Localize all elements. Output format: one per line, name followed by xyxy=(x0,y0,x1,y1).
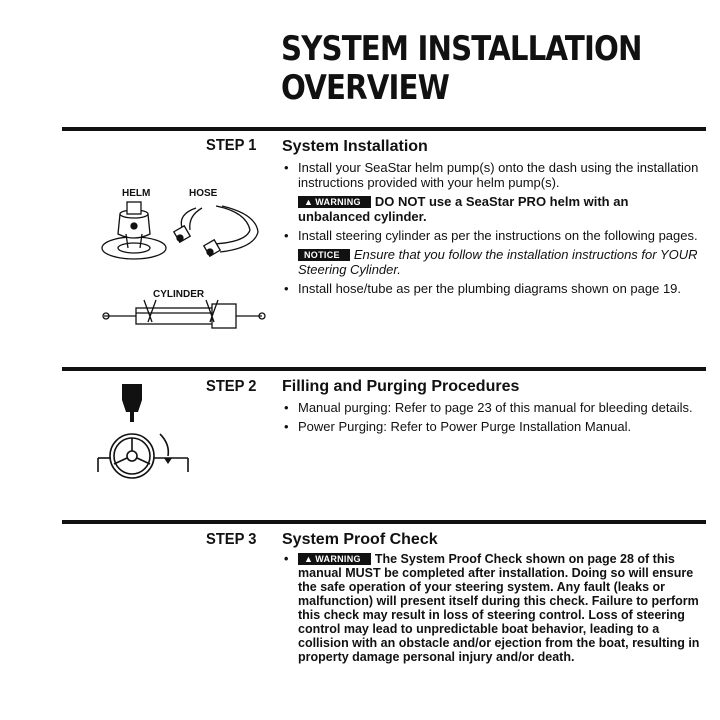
step-3-body xyxy=(282,552,700,668)
step-1-notice xyxy=(282,247,700,277)
bullet-icon: • xyxy=(284,228,289,243)
page-title-line-1: SYSTEM INSTALLATION xyxy=(281,29,642,69)
step-2-illustration xyxy=(92,378,202,488)
helm-label: HELM xyxy=(122,188,151,199)
hose-icon xyxy=(174,206,258,256)
bullet-icon: • xyxy=(284,419,289,434)
helm-icon xyxy=(102,202,166,259)
list-item xyxy=(282,160,700,190)
step-2-label: STEP 2 xyxy=(206,378,257,395)
bullet-icon: • xyxy=(284,400,289,415)
step-1-body xyxy=(282,160,700,300)
step-1-illustration xyxy=(96,186,276,336)
step-1-title: System Installation xyxy=(282,138,428,155)
rotation-arrow-icon xyxy=(164,458,172,464)
step-1-notice-text: Ensure that you follow the installation instructions for YOUR Steering Cylinder. xyxy=(298,247,698,277)
step-2-bullet-2-text: Power Purging: Refer to Power Purge Installation Manual. xyxy=(298,419,632,434)
warning-triangle-icon: ▲ xyxy=(304,554,314,564)
cylinder-label: CYLINDER xyxy=(153,289,205,300)
step-1-warning-text: DO NOT use a SeaStar PRO helm with an unbalanced cylinder. xyxy=(298,194,629,224)
step-2-body xyxy=(282,400,700,438)
helm-hose-cylinder-illustration xyxy=(96,186,276,336)
warning-badge-label: WARNING xyxy=(315,197,361,207)
oil-bottle-icon xyxy=(122,384,142,422)
step-2-bullet-1-text: Manual purging: Refer to page 23 of this manual for bleeding details. xyxy=(298,400,693,415)
step-3-title: System Proof Check xyxy=(282,531,438,548)
step-2-title: Filling and Purging Procedures xyxy=(282,378,520,395)
step-1-bullet-3-text: Install hose/tube as per the plumbing diagrams shown on page 19. xyxy=(298,281,682,296)
step-1-bullet-1-text: Install your SeaStar helm pump(s) onto the dash using the installation instructions provided with your helm pump(s). xyxy=(298,160,699,190)
list-item xyxy=(282,228,700,243)
notice-badge: NOTICE xyxy=(298,249,350,261)
warning-badge xyxy=(298,196,371,208)
step-3-label: STEP 3 xyxy=(206,531,257,548)
warning-triangle-icon: ▲ xyxy=(304,197,314,207)
bullet-icon: • xyxy=(284,552,289,566)
cylinder-icon xyxy=(103,300,265,328)
list-item xyxy=(282,400,700,415)
page-title xyxy=(281,30,642,108)
filling-purging-illustration xyxy=(92,378,202,488)
step-1-label: STEP 1 xyxy=(206,137,257,154)
warning-badge xyxy=(298,553,371,565)
hose-label: HOSE xyxy=(189,188,218,199)
step-3-warning-text: The System Proof Check shown on page 28 of this manual MUST be completed after installation. Doing so will ensure the safe operation of your steering system. Any fault (leaks or malfunction) will present itself during this check. Failure to perform this check may result in loss of steering control. Loss of steering control may lead to unpredictable boat behavior, leading to a collision with an obstacle and/or ejection from the boat, resulting in property damage personal injury and/or death. xyxy=(298,552,700,664)
bullet-icon: • xyxy=(284,160,289,175)
steering-wheel-icon xyxy=(98,434,188,478)
step-1-bullet-2-text: Install steering cylinder as per the instructions on the following pages. xyxy=(298,228,698,243)
list-item xyxy=(282,552,700,664)
section-divider-step-3 xyxy=(62,520,706,524)
section-divider-step-2 xyxy=(62,367,706,371)
list-item xyxy=(282,281,700,296)
step-1-warning xyxy=(282,194,700,224)
warning-badge-label: WARNING xyxy=(315,554,361,564)
list-item xyxy=(282,419,700,434)
bullet-icon: • xyxy=(284,281,289,296)
page-title-line-2: OVERVIEW xyxy=(281,68,450,108)
section-divider-step-1 xyxy=(62,127,706,131)
